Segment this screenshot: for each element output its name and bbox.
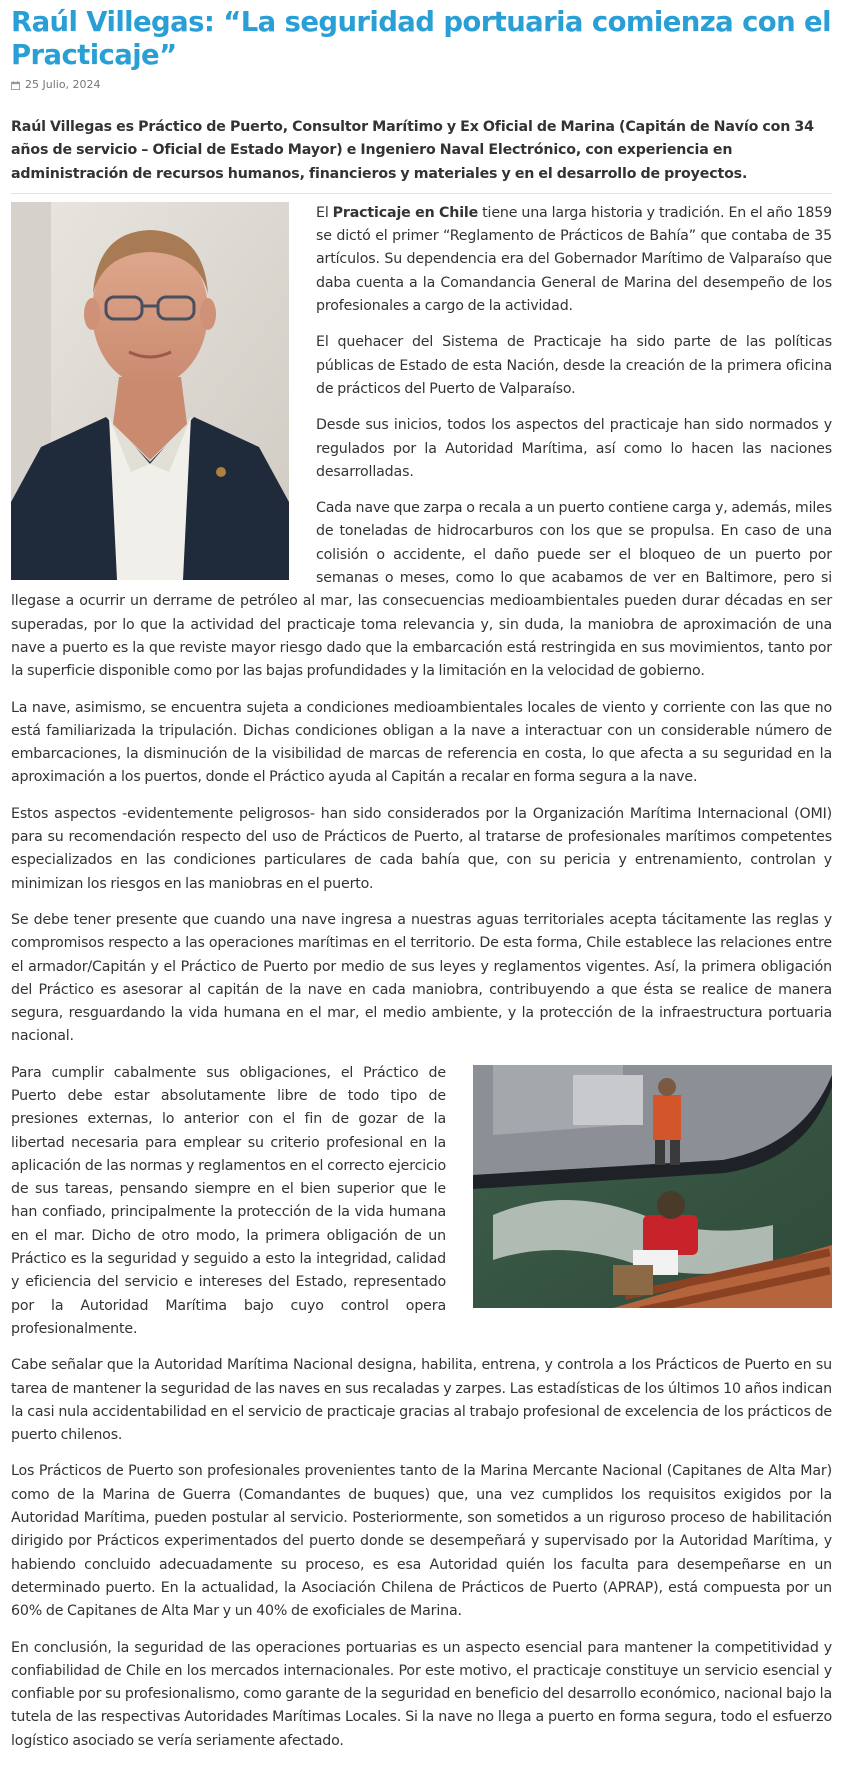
paragraph: Desde sus inicios, todos los aspectos del practicaje han sido normados y regulados por la Autoridad Marítima, así como lo hacen las naciones desarrolladas. bbox=[316, 417, 832, 480]
paragraph: Se debe tener presente que cuando una nave ingresa a nuestras aguas territoriales acepta tácitamente las reglas y compromisos respecto a las operaciones marítimas en el territorio. De esta forma, Chile establece las relaciones entre el armador/Capitán y el Práctico de Puerto por medio de sus leyes y reglamentos vigentes. Así, la primera obligación del Práctico es asesorar al capitán de la nave en cada maniobra, contribuyendo a que ésta se realice de manera segura, resguardando la vida humana en el mar, el medio ambiente, y la protección de la infraestructura portuaria nacional. bbox=[11, 911, 832, 1045]
paragraph: El quehacer del Sistema de Practicaje ha sido parte de las políticas públicas de Estado de esta Nación, desde la creación de la primera oficina de prácticos del Puerto de Valparaíso. bbox=[316, 334, 832, 397]
calendar-icon bbox=[11, 80, 20, 89]
article-lead: Raúl Villegas es Práctico de Puerto, Consultor Marítimo y Ex Oficial de Marina (Capitán de Navío con 34 años de servicio – Oficial de Estado Mayor) e Ingeniero Naval Electrónico, con experiencia en administración de recursos humanos, financieros y materiales y en el desarrollo de proyectos. bbox=[11, 119, 814, 182]
paragraph: Cabe señalar que la Autoridad Marítima Nacional designa, habilita, entrena, y controla a los Prácticos de Puerto en su tarea de mantener la seguridad de las naves en sus recaladas y zarpes. Las estadísticas de los últimos 10 años indican la casi nula accidentabilidad en el servicio de practicaje gracias al trabajo profesional de excelencia de los prácticos de puerto chilenos. bbox=[11, 1357, 832, 1444]
divider bbox=[11, 193, 832, 194]
highlight-practicaje: Practicaje en Chile bbox=[332, 204, 479, 221]
paragraph-intro: El Practicaje en Chile tiene una larga historia y tradición. En el año 1859 se dictó el primer “Reglamento de Prácticos de Bahía” que contaba de 35 artículos. Su dependencia era del Gobernador Marítimo de Valparaíso que daba cuenta a la Comandancia General de Marina del desempeño de los profesionales a cargo de la actividad. bbox=[316, 204, 832, 315]
paragraph: Para cumplir cabalmente sus obligaciones, el Práctico de Puerto debe estar absolutamente libre de todo tipo de presiones externas, lo anterior con el fin de gozar de la libertad necesaria para emplear su criterio profesional en la aplicación de las normas y reglamentos en el correcto ejercicio de sus tareas, pensando siempre en el bien superior que le han confiado, principalmente la protección de la vida humana en el mar. Dicho de otro modo, la primera obligación de un Práctico es la seguridad y seguido a esto la integridad, calidad y eficiencia del servicio e intereses del Estado, representado por la Autoridad Marítima bajo cuyo control opera profesionalmente. bbox=[11, 1064, 446, 1337]
article-date: 25 Julio, 2024 bbox=[25, 77, 101, 91]
paragraph: En conclusión, la seguridad de las operaciones portuarias es un aspecto esencial para mantener la competitividad y confiabilidad de Chile en los mercados internacionales. Por este motivo, el practicaje constituye un servicio esencial y confiable por su profesionalismo, como garante de la seguridad en beneficio del desarrollo económico, nacional bajo la tutela de las respectivas Autoridades Marítimas Locales. Si la nave no llega a puerto en forma segura, todo el esfuerzo logístico asociado se vería seriamente afectado. bbox=[11, 1639, 832, 1749]
paragraph: La nave, asimismo, se encuentra sujeta a condiciones medioambientales locales de viento y corriente con las que no está familiarizada la tripulación. Dichas condiciones obligan a la nave a interactuar con un considerable número de embarcaciones, la disminución de la visibilidad de marcas de referencia en costa, lo que afecta a su seguridad en la aproximación a los puertos, donde el Práctico ayuda al Capitán a recalar en forma segura a la nave. bbox=[11, 699, 832, 786]
paragraph: Cada nave que zarpa o recala a un puerto contiene carga y, además, miles de toneladas de hidrocarburos con los que se propulsa. En caso de una colisión o accidente, el daño puede ser el bloqueo de un puerto por semanas o meses, como lo que acabamos de ver en Baltimore, pero si llegase a ocurrir un derrame de petróleo al mar, las consecuencias medioambientales pueden durar décadas en ser superadas, por lo que la actividad del practicaje toma relevancia y, sin duda, la maniobra de aproximación de una nave a puerto es la que reviste mayor riesgo dado que la embarcación está restringida en sus movimientos, tanto por la superficie disponible como por las bajas profundidades y la limitación en la velocidad de gobierno. bbox=[11, 500, 832, 680]
article bbox=[11, 0, 832, 1766]
article-title: Raúl Villegas: “La seguridad portuaria comienza con el Practicaje” bbox=[11, 6, 831, 71]
article-body bbox=[11, 202, 832, 1766]
pilot-boarding-photo bbox=[473, 1065, 832, 1308]
article-meta bbox=[11, 76, 832, 92]
paragraph: Estos aspectos -evidentemente peligrosos- han sido considerados por la Organización Marítima Internacional (OMI) para su recomendación respecto del uso de Prácticos de Puerto, al tratarse de profesionales marítimos competentes especializados en las condiciones particulares de cada bahía que, con su pericia y entrenamiento, controlan y minimizan los riesgos en las maniobras en el puerto. bbox=[11, 805, 832, 892]
portrait-photo bbox=[11, 202, 289, 580]
paragraph: Los Prácticos de Puerto son profesionales provenientes tanto de la Marina Mercante Nacional (Capitanes de Alta Mar) como de la Marina de Guerra (Comandantes de buques) que, una vez cumplidos los requisitos exigidos por la Autoridad Marítima, pueden postular al servicio. Posteriormente, son sometidos a un riguroso proceso de habilitación dirigido por Prácticos experimentados del puerto donde se desempeñará y supervisado por la Autoridad Marítima, y habiendo concluido adecuadamente su proceso, es esa Autoridad quién los faculta para desempeñarse en un determinado puerto. En la actualidad, la Asociación Chilena de Prácticos de Puerto (APRAP), está compuesta por un 60% de Capitanes de Alta Mar y un 40% de exoficiales de Marina. bbox=[11, 1463, 832, 1620]
